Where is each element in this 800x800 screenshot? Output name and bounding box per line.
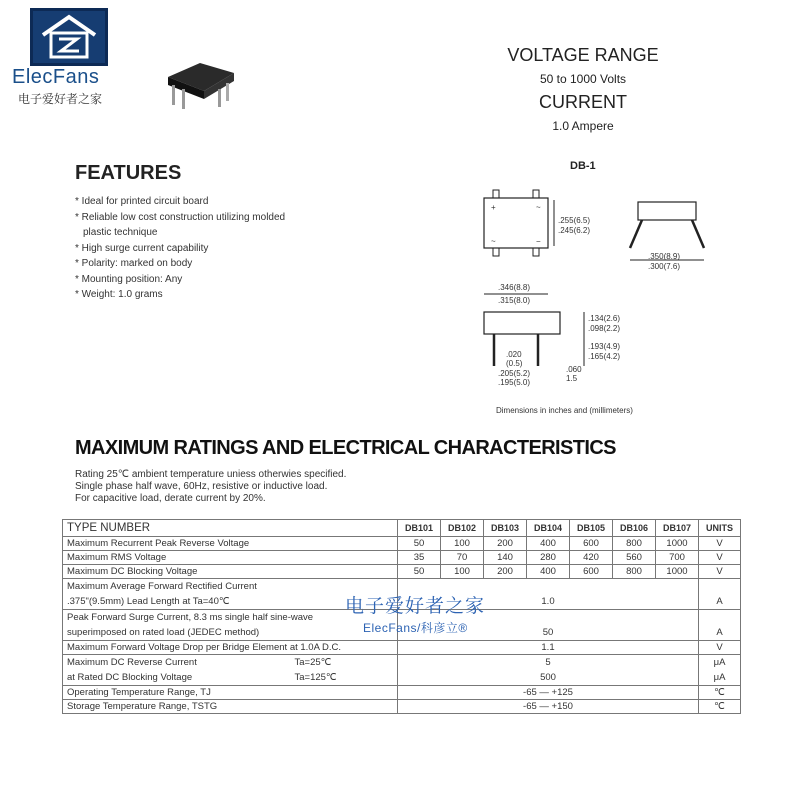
cell-value: 1000 xyxy=(656,537,699,551)
cell-unit: V xyxy=(699,537,741,551)
cell-value: 600 xyxy=(570,537,613,551)
feature-item: plastic technique xyxy=(83,227,158,238)
type-number-header: TYPE NUMBER xyxy=(63,520,398,537)
tilde-mark: ~ xyxy=(536,203,541,212)
cell-value: 1000 xyxy=(656,565,699,579)
cell-value: 100 xyxy=(441,537,484,551)
dim-top-h1: .255(6.5) xyxy=(558,216,591,225)
dim-side-w1: .350(8.9) xyxy=(648,252,681,261)
ratings-title: MAXIMUM RATINGS AND ELECTRICAL CHARACTERISTICS xyxy=(75,437,616,459)
dim-lead-h1: .193(4.9) xyxy=(588,342,621,351)
cell-value: -65 — +150 xyxy=(398,700,699,714)
table-header-row xyxy=(63,520,741,537)
feature-item: * Reliable low cost construction utilizing molded xyxy=(75,211,286,223)
dim-side-w2: .300(7.6) xyxy=(648,262,681,271)
row-label: Maximum Average Forward Rectified Current xyxy=(63,579,398,595)
house-logo-icon xyxy=(33,11,105,63)
dim-pitch2: .195(5.0) xyxy=(498,378,531,387)
feature-item: * Mounting position: Any xyxy=(75,273,183,285)
cell-value: 1.1 xyxy=(398,641,699,655)
dim-top-h2: .245(6.2) xyxy=(558,226,591,235)
cell-value: 560 xyxy=(613,551,656,565)
cell-value: 70 xyxy=(441,551,484,565)
dim-front-w1: .346(8.8) xyxy=(498,283,531,292)
cell-value: 200 xyxy=(484,565,527,579)
current-value: 1.0 Ampere xyxy=(552,119,614,133)
units-header: UNITS xyxy=(699,520,741,537)
voltage-range-title: VOLTAGE RANGE xyxy=(507,45,659,65)
cell-value: 600 xyxy=(570,565,613,579)
cell-unit: V xyxy=(699,551,741,565)
dim-lead-d1: .020 xyxy=(506,350,522,359)
tilde-mark: ~ xyxy=(491,237,496,246)
cell-value: 1.0 xyxy=(398,594,699,610)
row-label-text: Maximum DC Reverse Current xyxy=(67,656,197,668)
table-row xyxy=(63,655,741,671)
side-view-body xyxy=(638,202,696,220)
cell-value: 50 xyxy=(398,537,441,551)
model-header: DB107 xyxy=(656,520,699,537)
front-view-body xyxy=(484,312,560,334)
cell-value: 280 xyxy=(527,551,570,565)
model-header: DB102 xyxy=(441,520,484,537)
cell-value: 700 xyxy=(656,551,699,565)
table-row xyxy=(63,641,741,655)
voltage-range-value: 50 to 1000 Volts xyxy=(539,72,627,86)
condition-label: Ta=125℃ xyxy=(294,671,337,683)
row-label xyxy=(63,655,398,671)
table-row xyxy=(63,537,741,551)
cell-value: 35 xyxy=(398,551,441,565)
dim-pitch1: .205(5.2) xyxy=(498,369,531,378)
cell-value: 500 xyxy=(398,670,699,686)
cell-value: 5 xyxy=(398,655,699,671)
dim-body-h1: .134(2.6) xyxy=(588,314,621,323)
cell-unit: ℃ xyxy=(699,686,741,700)
feature-item: * High surge current capability xyxy=(75,242,209,254)
cell-unit: V xyxy=(699,565,741,579)
feature-item: * Polarity: marked on body xyxy=(75,258,193,269)
rating-note: For capacitive load, derate current by 20%. xyxy=(75,493,266,504)
cell-value: -65 — +125 xyxy=(398,686,699,700)
condition-label: Ta=25℃ xyxy=(294,656,332,668)
table-row xyxy=(63,670,741,686)
cell-unit: μA xyxy=(699,655,741,671)
cell-value: 800 xyxy=(613,565,656,579)
model-header: DB101 xyxy=(398,520,441,537)
cell-unit: A xyxy=(699,594,741,610)
rating-note: Single phase half wave, 60Hz, resistive or inductive load. xyxy=(75,481,328,492)
row-label: Operating Temperature Range, TJ xyxy=(63,686,398,700)
features-list xyxy=(75,194,285,303)
cell-unit: A xyxy=(699,625,741,641)
table-row xyxy=(63,700,741,714)
dim-front-w2: .315(8.0) xyxy=(498,296,531,305)
brand-name: ElecFans xyxy=(12,66,100,88)
minus-mark: − xyxy=(536,237,541,246)
cell-value: 420 xyxy=(570,551,613,565)
cell-value: 100 xyxy=(441,565,484,579)
dim-body-h2: .098(2.2) xyxy=(588,324,621,333)
model-header: DB105 xyxy=(570,520,613,537)
row-label: Maximum RMS Voltage xyxy=(63,551,398,565)
row-label xyxy=(63,670,398,686)
row-label: Maximum DC Blocking Voltage xyxy=(63,565,398,579)
row-label: superimposed on rated load (JEDEC method) xyxy=(63,625,398,641)
cell-unit: μA xyxy=(699,670,741,686)
model-header: DB104 xyxy=(527,520,570,537)
dim-lead-h2: .165(4.2) xyxy=(588,352,621,361)
table-row xyxy=(63,551,741,565)
table-row xyxy=(63,686,741,700)
row-label: .375"(9.5mm) Lead Length at Ta=40℃ xyxy=(63,594,398,610)
package-dimension-diagram xyxy=(460,180,720,405)
dim-off1: .060 xyxy=(566,365,582,374)
feature-item: * Ideal for printed circuit board xyxy=(75,196,209,207)
model-header: DB103 xyxy=(484,520,527,537)
table-row xyxy=(63,565,741,579)
cell-value: 50 xyxy=(398,625,699,641)
row-label-text: at Rated DC Blocking Voltage xyxy=(67,671,193,683)
feature-item: * Weight: 1.0 grams xyxy=(75,289,163,300)
row-label: Storage Temperature Range, TSTG xyxy=(63,700,398,714)
features-title: FEATURES xyxy=(75,162,182,184)
cell-unit: V xyxy=(699,641,741,655)
chip-package-image xyxy=(160,55,240,115)
ratings-notes xyxy=(75,469,346,505)
dim-lead-d2: (0.5) xyxy=(506,359,523,368)
cell-value: 400 xyxy=(527,565,570,579)
brand-logo xyxy=(30,8,108,66)
cell-unit: ℃ xyxy=(699,700,741,714)
cell-value: 800 xyxy=(613,537,656,551)
row-label: Maximum Recurrent Peak Reverse Voltage xyxy=(63,537,398,551)
dimensions-note: Dimensions in inches and (millimeters) xyxy=(496,406,633,415)
cell-value: 140 xyxy=(484,551,527,565)
dim-off2: 1.5 xyxy=(566,374,578,383)
cell-value: 400 xyxy=(527,537,570,551)
watermark-cn: 电子爱好者之家 xyxy=(345,596,486,617)
model-header: DB106 xyxy=(613,520,656,537)
brand-subtitle: 电子爱好者之家 xyxy=(18,92,103,106)
row-label: Peak Forward Surge Current, 8.3 ms single half sine-wave xyxy=(63,610,398,626)
plus-mark: + xyxy=(491,203,496,212)
cell-value: 200 xyxy=(484,537,527,551)
row-label: Maximum Forward Voltage Drop per Bridge Element at 1.0A D.C. xyxy=(63,641,398,655)
watermark-brand: ElecFans/科彦立® xyxy=(363,621,468,635)
package-name: DB-1 xyxy=(570,160,596,172)
rating-note: Rating 25℃ ambient temperature uniess otherwies specified. xyxy=(75,469,347,480)
current-title: CURRENT xyxy=(539,92,627,112)
cell-value: 50 xyxy=(398,565,441,579)
